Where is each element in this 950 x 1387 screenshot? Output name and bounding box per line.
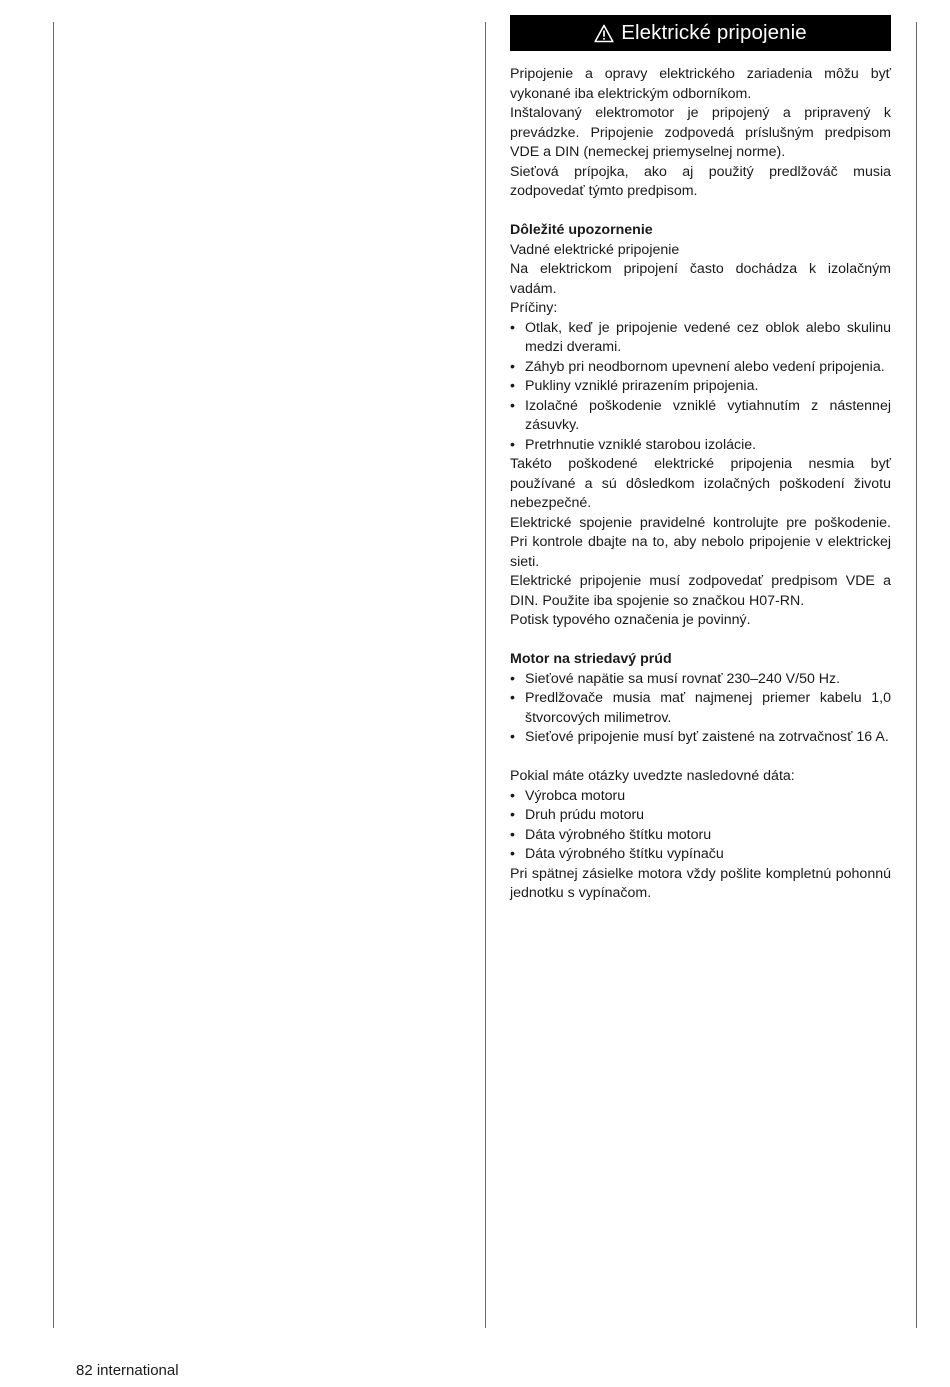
- questions-closing: Pri spätnej zásielke motora vždy pošlite kompletnú pohonnú jednotku s vypínačom.: [510, 865, 891, 901]
- questions-list: [510, 787, 891, 865]
- important-line: Na elektrickom pripojení často dochádza k izolačným vadám.: [510, 261, 891, 297]
- motor-heading: Motor na striedavý prúd: [510, 651, 672, 667]
- important-paragraph: Elektrické pripojenie musí zodpovedať predpisom VDE a DIN. Použite iba spojenie so značkou H07-RN.: [510, 573, 891, 609]
- list-item: • Izolačné poškodenie vzniklé vytiahnutím z nástennej zásuvky.: [510, 397, 891, 436]
- list-item: • Výrobca motoru: [510, 787, 891, 807]
- questions-intro: Pokial máte otázky uvedzte nasledovné dáta:: [510, 768, 795, 784]
- important-paragraph: Elektrické spojenie pravidelné kontrolujte pre poškodenie. Pri kontrole dbajte na to, aby nebolo pripojenie v elektrickej sieti.: [510, 514, 891, 570]
- list-item: • Druh prúdu motoru: [510, 806, 891, 826]
- list-item: • Dáta výrobného štítku vypínaču: [510, 845, 891, 865]
- list-item: • Otlak, keď je pripojenie vedené cez oblok alebo skulinu medzi dverami.: [510, 319, 891, 358]
- important-heading: Dôležité upozornenie: [510, 222, 653, 238]
- important-line: Vadné elektrické pripojenie: [510, 241, 680, 258]
- list-item: • Pretrhnutie vzniklé starobou izolácie.: [510, 436, 891, 456]
- list-item: • Sieťové pripojenie musí byť zaistené na zotrvačnosť 16 A.: [510, 728, 891, 748]
- right-column: [510, 15, 891, 904]
- list-item: • Predlžovače musia mať najmenej priemer kabelu 1,0 štvorcových milimetrov.: [510, 689, 891, 728]
- motor-list: [510, 670, 891, 748]
- list-item: • Sieťové napätie sa musí rovnať 230–240 V/50 Hz.: [510, 670, 891, 690]
- column-rule-right: [916, 22, 917, 1328]
- section-title-bar: [510, 15, 891, 51]
- causes-list: [510, 319, 891, 456]
- warning-triangle-icon: [594, 24, 614, 43]
- intro-paragraph: Inštalovaný elektromotor je pripojený a pripravený k prevádzke. Pripojenie zodpovedá príslušným predpisom VDE a DIN (nemeckej priemyselnej norme).: [510, 105, 891, 160]
- column-rule-left: [53, 22, 54, 1328]
- page-footer: 82 international: [76, 1362, 179, 1379]
- section-title: Elektrické pripojenie: [621, 21, 807, 45]
- intro-paragraph: Pripojenie a opravy elektrického zariadenia môžu byť vykonané iba elektrickým odborníkom.: [510, 66, 891, 102]
- list-item: • Záhyb pri neodbornom upevnení alebo vedení pripojenia.: [510, 358, 891, 378]
- important-paragraph: Takéto poškodené elektrické pripojenia nesmia byť používané a sú dôsledkom izolačných poškodení životu nebezpečné.: [510, 456, 891, 511]
- important-line: Príčiny:: [510, 300, 558, 316]
- important-paragraph: Potisk typového označenia je povinný.: [510, 612, 751, 628]
- list-item: • Dáta výrobného štítku motoru: [510, 826, 891, 846]
- list-item: • Pukliny vzniklé prirazením pripojenia.: [510, 377, 891, 397]
- column-rule-middle: [485, 22, 486, 1328]
- intro-paragraph: Sieťová prípojka, ako aj použitý predlžováč musia zodpovedať týmto predpisom.: [510, 163, 891, 199]
